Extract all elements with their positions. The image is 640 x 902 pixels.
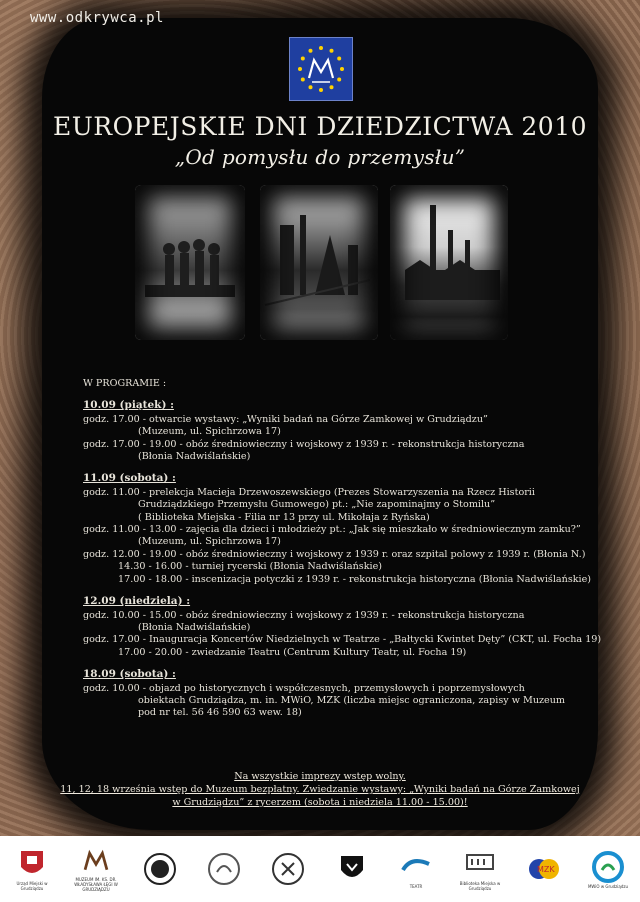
program-section bbox=[83, 378, 602, 729]
society-seal-icon bbox=[201, 846, 247, 892]
theatre-logo-icon: TEATR bbox=[393, 846, 439, 892]
program-line: (Błonia Nadwiślańskie) bbox=[138, 451, 251, 463]
program-line: 14.30 - 16.00 - turniej rycerski (Błonia Nadwiślańskie) bbox=[118, 561, 383, 573]
program-line: (Błonia Nadwiślańskie) bbox=[138, 621, 251, 633]
program-line: Grudziądzkiego Przemysłu Gumowego) pt.: „Nie zapominajmy o Stomilu” bbox=[138, 499, 496, 511]
day-title: 11.09 (sobota) : bbox=[83, 472, 176, 485]
program-line: godz. 17.00 - Inauguracja Koncertów Niedzielnych w Teatrze - „Bałtycki Kwintet Dęty” (CKT, ul. Focha 19) bbox=[83, 634, 602, 646]
page-title: EUROPEJSKIE DNI DZIEDZICTWA 2010 bbox=[52, 112, 588, 141]
program-line: godz. 17.00 - otwarcie wystawy: „Wyniki badań na Górze Zamkowej w Grudziądzu” bbox=[83, 413, 488, 425]
photo-ruins bbox=[260, 185, 378, 340]
day-block bbox=[83, 668, 583, 720]
program-line: ( Biblioteka Miejska - Filia nr 13 przy ul. Mikołaja z Ryńska) bbox=[138, 511, 430, 523]
knights-seal-icon bbox=[265, 846, 311, 892]
program-line: 17.00 - 18.00 - inscenizacja potyczki z 1939 r. - rekonstrukcja historyczna (Błonia Nadwiślańskie) bbox=[118, 573, 592, 585]
photo-soldiers bbox=[135, 185, 245, 340]
program-line: godz. 11.00 - prelekcja Macieja Drzewoszewskiego (Prezes Stowarzyszenia na Rzecz Historii bbox=[83, 486, 535, 498]
eu-heritage-logo-icon bbox=[289, 37, 353, 101]
program-line: godz. 10.00 - 15.00 - obóz średniowieczny i wojskowy z 1939 r. - rekonstrukcja historyczna bbox=[83, 609, 525, 621]
mzk-logo-icon bbox=[521, 846, 567, 892]
sponsor-bar bbox=[0, 836, 640, 902]
program-heading: W PROGRAMIE : bbox=[83, 378, 167, 389]
museum-logo-icon: MUZEUM IM. KS. DR. WŁADYSŁAWA ŁĘGI W GRUDZIĄDZU bbox=[73, 846, 119, 892]
shield-eagle-icon bbox=[329, 846, 375, 892]
page-subtitle: „Od pomysłu do przemysłu” bbox=[174, 145, 466, 169]
program-line: godz. 17.00 - 19.00 - obóz średniowieczny i wojskowy z 1939 r. - rekonstrukcja historyczna bbox=[83, 438, 525, 450]
free-entry-line: Na wszystkie imprezy wstęp wolny. bbox=[234, 771, 406, 782]
program-line: (Muzeum, ul. Spichrzowa 17) bbox=[138, 426, 281, 438]
day-block bbox=[83, 472, 592, 586]
free-entry-line: w Grudziądzu” z rycerzem (sobota i niedziela 11.00 - 15.00)! bbox=[172, 797, 468, 808]
day-title: 12.09 (niedziela) : bbox=[83, 595, 191, 608]
mwio-logo-icon: MWiO w Grudziądzu bbox=[585, 846, 631, 892]
program-line: (Muzeum, ul. Spichrzowa 17) bbox=[138, 536, 281, 548]
program-line: 17.00 - 20.00 - zwiedzanie Teatru (Centrum Kultury Teatr, ul. Focha 19) bbox=[118, 646, 467, 658]
day-block bbox=[83, 595, 602, 659]
library-logo-icon: Biblioteka Miejska w Grudziądzu bbox=[457, 846, 503, 892]
svg-text:MZK: MZK bbox=[537, 865, 555, 874]
program-line: godz. 12.00 - 19.00 - obóz średniowieczny i wojskowy z 1939 r. oraz szpital polowy z 1939 r. (Błonia N.) bbox=[83, 548, 586, 560]
city-crest-icon: Urząd Miejski w Grudziądzu bbox=[9, 846, 55, 892]
day-title: 18.09 (sobota) : bbox=[83, 668, 176, 681]
photo-factory bbox=[390, 185, 508, 340]
watermark: www.odkrywca.pl bbox=[30, 10, 164, 26]
day-block bbox=[83, 399, 583, 463]
program-line: godz. 10.00 - objazd po historycznych i współczesnych, przemysłowych i poprzemysłowych bbox=[83, 682, 525, 694]
free-entry-notice bbox=[40, 770, 600, 809]
program-line: godz. 11.00 - 13.00 - zajęcia dla dzieci i młodzieży pt.: „Jak się mieszkało w średniowiecznym zamku?” bbox=[83, 524, 581, 536]
program-line: pod nr tel. 56 46 590 63 wew. 18) bbox=[138, 707, 302, 719]
day-title: 10.09 (piątek) : bbox=[83, 399, 174, 412]
program-line: obiektach Grudziądza, m. in. MWiO, MZK (liczba miejsc ograniczona, zapisy w Muzeum bbox=[138, 694, 566, 706]
free-entry-line: 11, 12, 18 września wstęp do Muzeum bezpłatny. Zwiedzanie wystawy: „Wyniki badań na Górze Zamkowej bbox=[60, 784, 580, 795]
emblem-round-icon bbox=[137, 846, 183, 892]
